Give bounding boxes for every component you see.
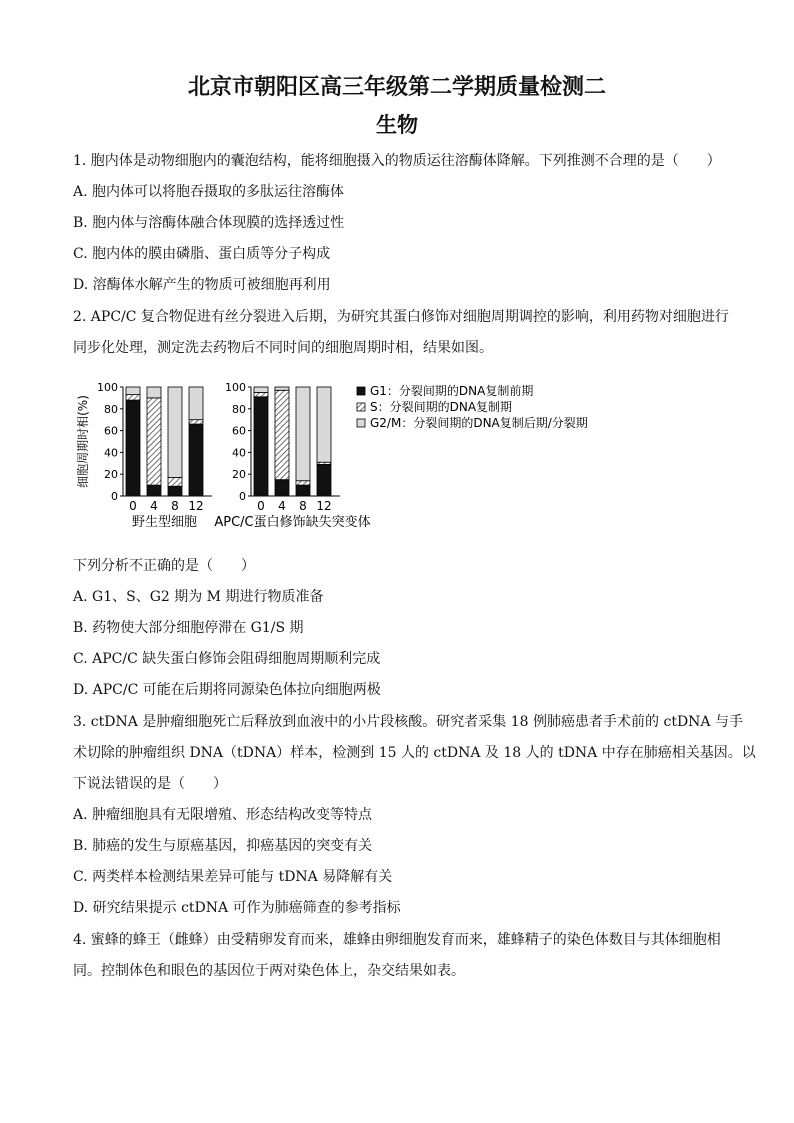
q2-question: 下列分析不正确的是（ ） — [73, 558, 255, 574]
q3-stem-line1: 3. ctDNA 是肿瘤细胞死亡后释放到血液中的小片段核酸。研究者采集 18 例肺癌患者手术前的 ctDNA 与手 — [73, 714, 743, 730]
x-tick-label-1: 4 — [278, 499, 286, 513]
q3-option-b: B. 肺癌的发生与原癌基因，抑癌基因的突变有关 — [73, 838, 373, 854]
bar-0-4-G1 — [147, 485, 161, 496]
bar-1-8-G2M — [296, 387, 310, 481]
y-tick-label-1: 20 — [232, 468, 246, 482]
panel-label-0: 野生型细胞 — [131, 515, 198, 530]
q1-option-b: B. 胞内体与溶酶体融合体现膜的选择透过性 — [73, 215, 345, 231]
legend-label-G1: G1：分裂间期的DNA复制前期 — [370, 384, 534, 398]
q3-stem-line3: 下说法错误的是（ ） — [73, 776, 227, 792]
q2-option-d: D. APC/C 可能在后期将同源染色体拉向细胞两极 — [73, 682, 381, 698]
q1-option-a: A. 胞内体可以将胞吞摄取的多肽运往溶酶体 — [73, 184, 345, 200]
y-axis-label: 细胞周期时相(%) — [76, 395, 90, 488]
x-tick-label-1: 8 — [299, 499, 307, 513]
bar-0-12-G1 — [189, 424, 203, 496]
q1-stem: 1. 胞内体是动物细胞内的囊泡结构，能将细胞摄入的物质运往溶酶体降解。下列推测不合理的是（ ） — [73, 153, 721, 169]
q1-option-c: C. 胞内体的膜由磷脂、蛋白质等分子构成 — [73, 246, 331, 262]
bar-0-4-G2M — [147, 387, 161, 398]
y-tick-label-1: 0 — [239, 490, 246, 503]
bar-1-0-S — [254, 392, 268, 396]
q3-option-a: A. 肿瘤细胞具有无限增殖、形态结构改变等特点 — [73, 807, 373, 823]
q2-option-b: B. 药物使大部分细胞停滞在 G1/S 期 — [73, 620, 304, 636]
bar-0-8-S — [168, 477, 182, 486]
q2-option-a: A. G1、S、G2 期为 M 期进行物质准备 — [73, 589, 324, 605]
x-tick-label-0: 12 — [188, 499, 204, 513]
y-tick-label-1: 60 — [232, 424, 246, 438]
q3-option-c: C. 两类样本检测结果差异可能与 tDNA 易降解有关 — [73, 869, 393, 885]
bar-1-8-G1 — [296, 485, 310, 496]
y-tick-label-0: 60 — [104, 424, 118, 438]
legend-label-G2M: G2/M：分裂间期的DNA复制后期/分裂期 — [370, 416, 588, 430]
cell-cycle-chart — [73, 375, 633, 540]
bar-1-8-S — [296, 481, 310, 485]
bar-1-4-S — [275, 390, 289, 479]
y-tick-label-0: 80 — [104, 402, 118, 416]
x-tick-label-1: 12 — [316, 499, 332, 513]
y-tick-label-0: 20 — [104, 468, 118, 482]
bar-1-0-G1 — [254, 397, 268, 496]
x-tick-label-0: 8 — [171, 499, 179, 513]
q4-stem-line1: 4. 蜜蜂的蜂王（雌蜂）由受精卵发育而来，雄蜂由卵细胞发育而来，雄蜂精子的染色体数目与其体细胞相 — [73, 932, 721, 948]
q2-stem-line2: 同步化处理，测定洗去药物后不同时间的细胞周期时相，结果如图。 — [73, 340, 493, 356]
q3-stem-line2: 术切除的肿瘤组织 DNA（tDNA）样本，检测到 15 人的 ctDNA 及 18 人的 tDNA 中存在肺癌相关基因。以 — [73, 745, 756, 761]
q3-option-d: D. 研究结果提示 ctDNA 可作为肺癌筛查的参考指标 — [73, 900, 401, 916]
bar-0-12-S — [189, 420, 203, 424]
x-tick-label-0: 0 — [129, 499, 137, 513]
bar-1-4-G2M — [275, 387, 289, 390]
x-tick-label-1: 0 — [257, 499, 265, 513]
bar-0-4-S — [147, 398, 161, 485]
y-tick-label-0: 40 — [104, 446, 118, 460]
q2-option-c: C. APC/C 缺失蛋白修饰会阻碍细胞周期顺利完成 — [73, 651, 381, 667]
subject-title: 生物 — [376, 112, 418, 137]
bar-0-8-G2M — [168, 387, 182, 477]
bar-1-4-G1 — [275, 480, 289, 496]
y-tick-label-1: 100 — [225, 381, 246, 394]
y-tick-label-0: 100 — [97, 381, 118, 394]
q2-stem-line1: 2. APC/C 复合物促进有丝分裂进入后期，为研究其蛋白修饰对细胞周期调控的影响，利用药物对细胞进行 — [73, 309, 729, 325]
x-tick-label-0: 4 — [150, 499, 158, 513]
page-title: 北京市朝阳区高三年级第二学期质量检测二 — [187, 74, 606, 100]
bar-0-0-S — [126, 395, 140, 400]
bar-0-0-G1 — [126, 400, 140, 496]
y-tick-label-1: 80 — [232, 402, 246, 416]
q4-stem-line2: 同。控制体色和眼色的基因位于两对染色体上，杂交结果如表。 — [73, 963, 465, 979]
bar-1-12-G1 — [317, 464, 331, 496]
bar-1-12-G2M — [317, 387, 331, 462]
legend-label-S: S：分裂间期的DNA复制期 — [370, 400, 513, 414]
bar-0-8-G1 — [168, 486, 182, 496]
bar-1-0-G2M — [254, 387, 268, 392]
bar-0-12-G2M — [189, 387, 203, 420]
y-tick-label-1: 40 — [232, 446, 246, 460]
legend-swatch-S — [357, 403, 365, 411]
legend-swatch-G1 — [357, 387, 365, 395]
bar-0-0-G2M — [126, 387, 140, 395]
y-tick-label-0: 0 — [111, 490, 118, 503]
panel-label-1: APC/C蛋白修饰缺失突变体 — [214, 515, 371, 530]
legend-swatch-G2M — [357, 419, 365, 427]
q1-option-d: D. 溶酶体水解产生的物质可被细胞再利用 — [73, 277, 331, 293]
